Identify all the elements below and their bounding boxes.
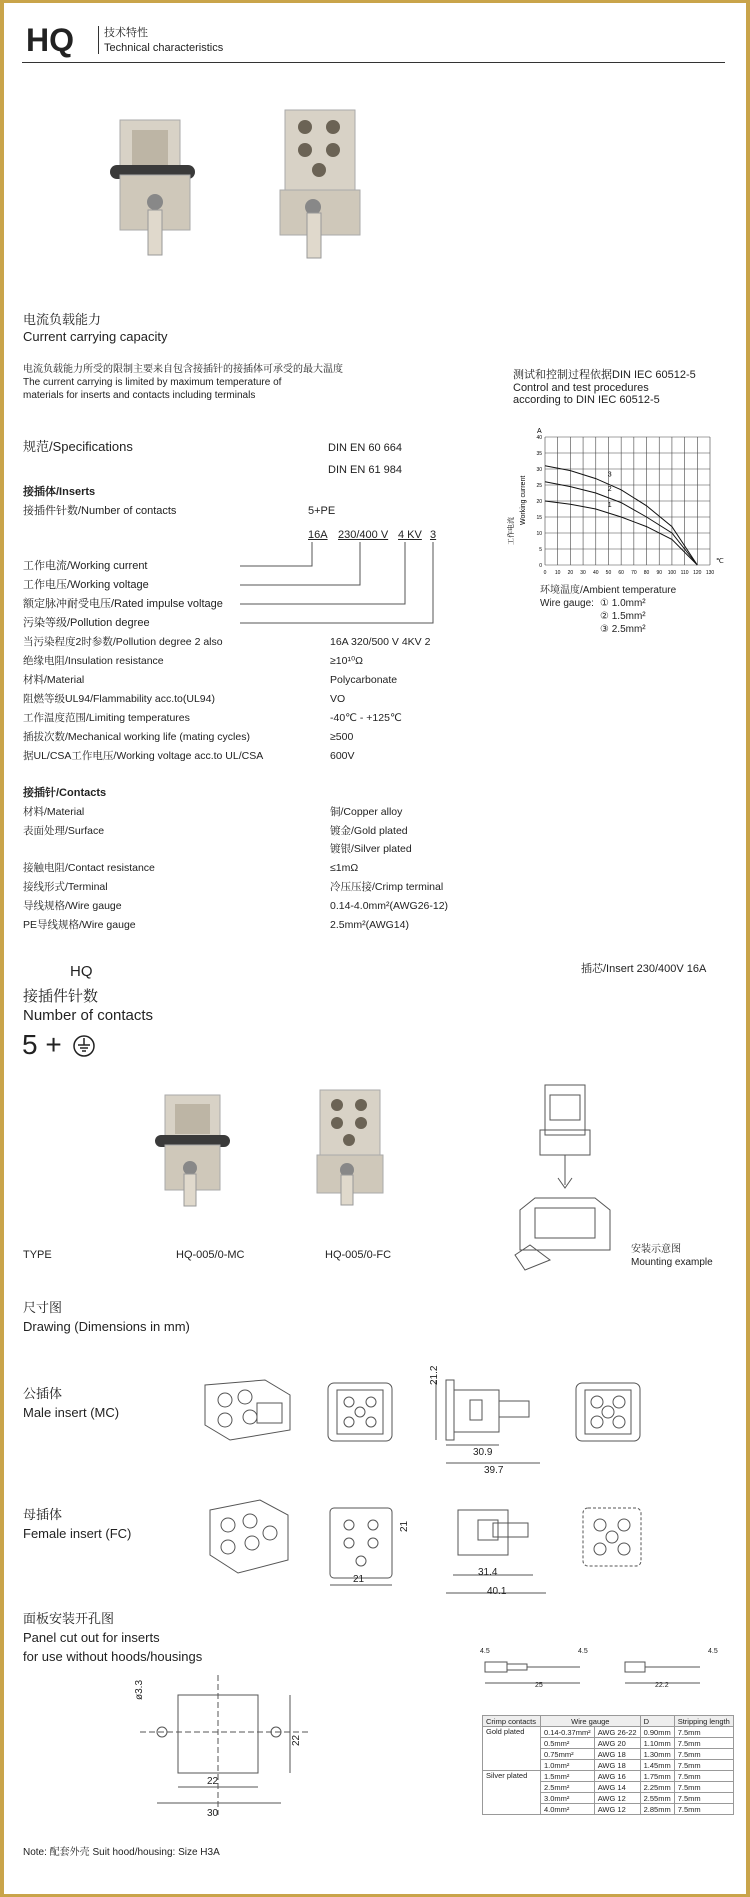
specs-title: 规范/Specifications <box>23 439 133 454</box>
x-tick-label: 90 <box>656 570 663 575</box>
x-tick-label: 10 <box>554 570 561 575</box>
chart-legend-1: ① 1.0mm² <box>600 598 646 609</box>
group-gold: Gold plated <box>483 1727 541 1771</box>
chart-legend-2: ② 1.5mm² <box>600 611 646 622</box>
drawing-cn: 尺寸图 <box>23 1300 63 1315</box>
code-pollution: 3 <box>430 529 437 541</box>
y-unit: A <box>537 428 542 435</box>
table-row: 3.0mm² AWG 12 2.55mm 7.5mm <box>483 1793 734 1804</box>
mount-en: Mounting example <box>631 1257 713 1268</box>
x-tick-label: 20 <box>567 570 574 575</box>
contacts-title: 接插针/Contacts <box>23 787 107 799</box>
dim-female-w2: 40.1 <box>487 1586 507 1597</box>
fc-photo <box>305 1085 390 1210</box>
dim-panel-w1: 22 <box>207 1776 219 1787</box>
female-cn: 母插体 <box>23 1507 63 1522</box>
capacity-desc-en1: The current carrying is limited by maximum temperature of <box>23 377 282 388</box>
code-line-current: 工作电流/Working current <box>23 560 148 572</box>
test-en2: according to DIN IEC 60512-5 <box>513 394 660 406</box>
contact-row: 材料/Material 铜/Copper alloy <box>23 806 403 818</box>
spec-row: 据UL/CSA工作电压/Working voltage acc.to UL/CSA 600V <box>23 750 355 762</box>
th-crimp: Crimp contacts <box>483 1716 541 1727</box>
mc-type: HQ-005/0-MC <box>176 1249 245 1261</box>
contact-count: 5 + <box>22 1029 62 1060</box>
table-row: 4.0mm² AWG 12 2.85mm 7.5mm <box>483 1804 734 1815</box>
capacity-desc-cn: 电流负载能力所受的限制主要来自包含接插针的接插体可承受的最大温度 <box>23 364 343 375</box>
table-row: 0.75mm² AWG 18 1.30mm 7.5mm <box>483 1749 734 1760</box>
din-2: DIN EN 61 984 <box>328 464 402 476</box>
numcontacts-en: Number of contacts <box>23 1007 154 1024</box>
x-tick-label: 120 <box>693 570 702 575</box>
female-rear-drawing <box>580 1505 645 1570</box>
inserts-title: 接插体/Inserts <box>23 486 96 498</box>
y-label-en: Working current <box>520 475 527 525</box>
y-tick-label: 15 <box>536 515 542 521</box>
y-label-cn: 工作电流 <box>507 517 515 545</box>
dim-crimp-d1: 4.5 <box>480 1648 490 1655</box>
connector-male-photo <box>100 110 210 260</box>
derating-chart <box>505 425 730 575</box>
th-strip: Stripping length <box>674 1716 733 1727</box>
x-tick-label: 130 <box>705 570 715 575</box>
contacts-value: 5+PE <box>308 505 336 517</box>
contact-row: 接线形式/Terminal 冷压压接/Crimp terminal <box>23 881 444 893</box>
panel-cutout-drawing <box>140 1675 310 1825</box>
spec-row: 阻燃等级UL94/Flammability acc.to(UL94) VO <box>23 693 346 705</box>
code-voltage: 230/400 V <box>338 529 389 541</box>
female-iso-drawing <box>200 1495 295 1580</box>
table-row: Silver plated 1.5mm² AWG 16 1.75mm 7.5mm <box>483 1771 734 1782</box>
contacts-label: 接插件针数/Number of contacts <box>23 505 177 517</box>
dim-female-width: 21 <box>353 1574 365 1585</box>
series-label-2: 2 <box>607 486 612 493</box>
footer-note: Note: 配套外壳 Suit hood/housing: Size H3A <box>23 1847 220 1858</box>
contact-row: 接触电阻/Contact resistance ≤1mΩ <box>23 862 359 874</box>
y-tick-label: 30 <box>536 467 542 473</box>
table-row: 2.5mm² AWG 14 2.25mm 7.5mm <box>483 1782 734 1793</box>
dim-male-w1: 30.9 <box>473 1447 493 1458</box>
male-rear-drawing <box>573 1380 643 1445</box>
connector-female-photo <box>265 105 375 260</box>
x-tick-label: 100 <box>667 570 677 575</box>
capacity-title-en: Current carrying capacity <box>23 329 168 344</box>
x-tick-label: 70 <box>631 570 637 575</box>
mount-cn: 安装示意图 <box>631 1244 681 1255</box>
chart-legend-title: Wire gauge: <box>540 598 594 609</box>
header-rule <box>22 62 725 63</box>
dim-panel-w2: 30 <box>207 1808 219 1819</box>
y-tick-label: 5 <box>539 547 542 553</box>
header-title-en: Technical characteristics <box>104 42 224 54</box>
capacity-title-cn: 电流负载能力 <box>23 312 102 327</box>
dim-female-height: 21 <box>399 1520 410 1532</box>
spec-row: 当污染程度2时参数/Pollution degree 2 also 16A 320/500 V 4KV 2 <box>23 636 431 648</box>
chart-xlabel: 环境温度/Ambient temperature <box>540 585 677 596</box>
dim-panel-height: 22 <box>291 1734 302 1746</box>
spec-row: 插拔次数/Mechanical working life (mating cycles) ≥500 <box>23 731 354 743</box>
panel-en2: for use without hoods/housings <box>23 1649 203 1664</box>
code-current: 16A <box>308 529 328 541</box>
x-tick-label: 110 <box>680 570 689 575</box>
code-line-pollution: 污染等级/Pollution degree <box>23 617 150 629</box>
table-row: 1.0mm² AWG 18 1.45mm 7.5mm <box>483 1760 734 1771</box>
din-1: DIN EN 60 664 <box>328 442 402 454</box>
series-label-1: 1 <box>607 502 612 509</box>
male-front-drawing <box>325 1380 395 1445</box>
hq-label: HQ <box>70 963 93 980</box>
dim-male-w2: 39.7 <box>484 1465 504 1476</box>
dim-crimp-l1: 25 <box>535 1682 543 1689</box>
group-silver: Silver plated <box>483 1771 541 1815</box>
dim-panel-hole: ø3.3 <box>134 1679 145 1700</box>
dim-male-height: 21.2 <box>429 1365 440 1385</box>
type-label: TYPE <box>23 1249 52 1261</box>
male-side-drawing <box>418 1375 548 1475</box>
mc-photo <box>150 1090 235 1210</box>
drawing-en: Drawing (Dimensions in mm) <box>23 1319 190 1334</box>
dim-crimp-d2: 4.5 <box>578 1648 588 1655</box>
male-iso-drawing <box>195 1375 300 1450</box>
panel-cn: 面板安装开孔图 <box>23 1611 115 1626</box>
mounting-drawing <box>510 1080 620 1275</box>
contact-row: 导线规格/Wire gauge 0.14-4.0mm²(AWG26-12) <box>23 900 449 912</box>
test-en1: Control and test procedures <box>513 382 649 394</box>
table-row: 0.5mm² AWG 20 1.10mm 7.5mm <box>483 1738 734 1749</box>
header-divider <box>98 26 99 54</box>
header-title-cn: 技术特性 <box>104 27 148 39</box>
capacity-desc-en2: materials for inserts and contacts including terminals <box>23 390 256 401</box>
spec-row: 绝缘电阻/Insulation resistance ≥10¹⁰Ω <box>23 655 363 667</box>
test-cn: 测试和控制过程依据DIN IEC 60512-5 <box>513 369 696 381</box>
contact-row: 镀银/Silver plated <box>330 843 412 855</box>
th-d: D <box>640 1716 674 1727</box>
table-row: Gold plated 0.14-0.37mm² AWG 26-22 0.90mm 7.5mm <box>483 1727 734 1738</box>
chart-legend-3: ③ 2.5mm² <box>600 624 646 635</box>
fc-type: HQ-005/0-FC <box>325 1249 392 1261</box>
male-cn: 公插体 <box>23 1386 63 1401</box>
dim-crimp-l2: 22.2 <box>655 1682 669 1689</box>
dim-crimp-d3: 4.5 <box>708 1648 718 1655</box>
x-tick-label: 80 <box>643 570 650 575</box>
x-unit: ℃ <box>716 558 724 565</box>
code-line-impulse: 额定脉冲耐受电压/Rated impulse voltage <box>23 598 223 610</box>
logo: HQ <box>26 22 74 58</box>
code-impulse: 4 KV <box>398 529 422 541</box>
table-header-row <box>483 1716 734 1727</box>
x-tick-label: 50 <box>605 570 612 575</box>
y-tick-label: 10 <box>536 531 542 537</box>
spec-row: 工作温度范围/Limiting temperatures -40℃ - +125℃ <box>23 712 402 724</box>
spec-row: 材料/Material Polycarbonate <box>23 674 398 686</box>
x-tick-label: 0 <box>543 570 547 575</box>
male-en: Male insert (MC) <box>23 1405 120 1420</box>
ground-icon <box>72 1034 96 1058</box>
y-tick-label: 35 <box>536 451 542 457</box>
female-en: Female insert (FC) <box>23 1526 132 1541</box>
y-tick-label: 20 <box>536 499 542 505</box>
insert-rating: 插芯/Insert 230/400V 16A <box>581 963 707 975</box>
series-label-3: 3 <box>607 471 612 479</box>
panel-en1: Panel cut out for inserts <box>23 1630 160 1645</box>
crimp-contacts-table <box>482 1715 734 1815</box>
th-wire: Wire gauge <box>541 1716 641 1727</box>
contact-row: PE导线规格/Wire gauge 2.5mm²(AWG14) <box>23 919 409 931</box>
crimp-contact-drawing-2 <box>620 1650 720 1690</box>
x-tick-label: 40 <box>592 570 599 575</box>
y-tick-label: 0 <box>539 563 542 569</box>
y-tick-label: 25 <box>536 483 542 489</box>
x-tick-label: 60 <box>618 570 624 575</box>
dim-female-w1: 31.4 <box>478 1567 498 1578</box>
code-leader-lines <box>240 542 450 627</box>
code-line-voltage: 工作电压/Working voltage <box>23 579 149 591</box>
numcontacts-cn: 接插件针数 <box>23 988 99 1005</box>
y-tick-label: 40 <box>536 435 542 441</box>
contact-row: 表面处理/Surface 镀金/Gold plated <box>23 825 408 837</box>
x-tick-label: 30 <box>580 570 586 575</box>
